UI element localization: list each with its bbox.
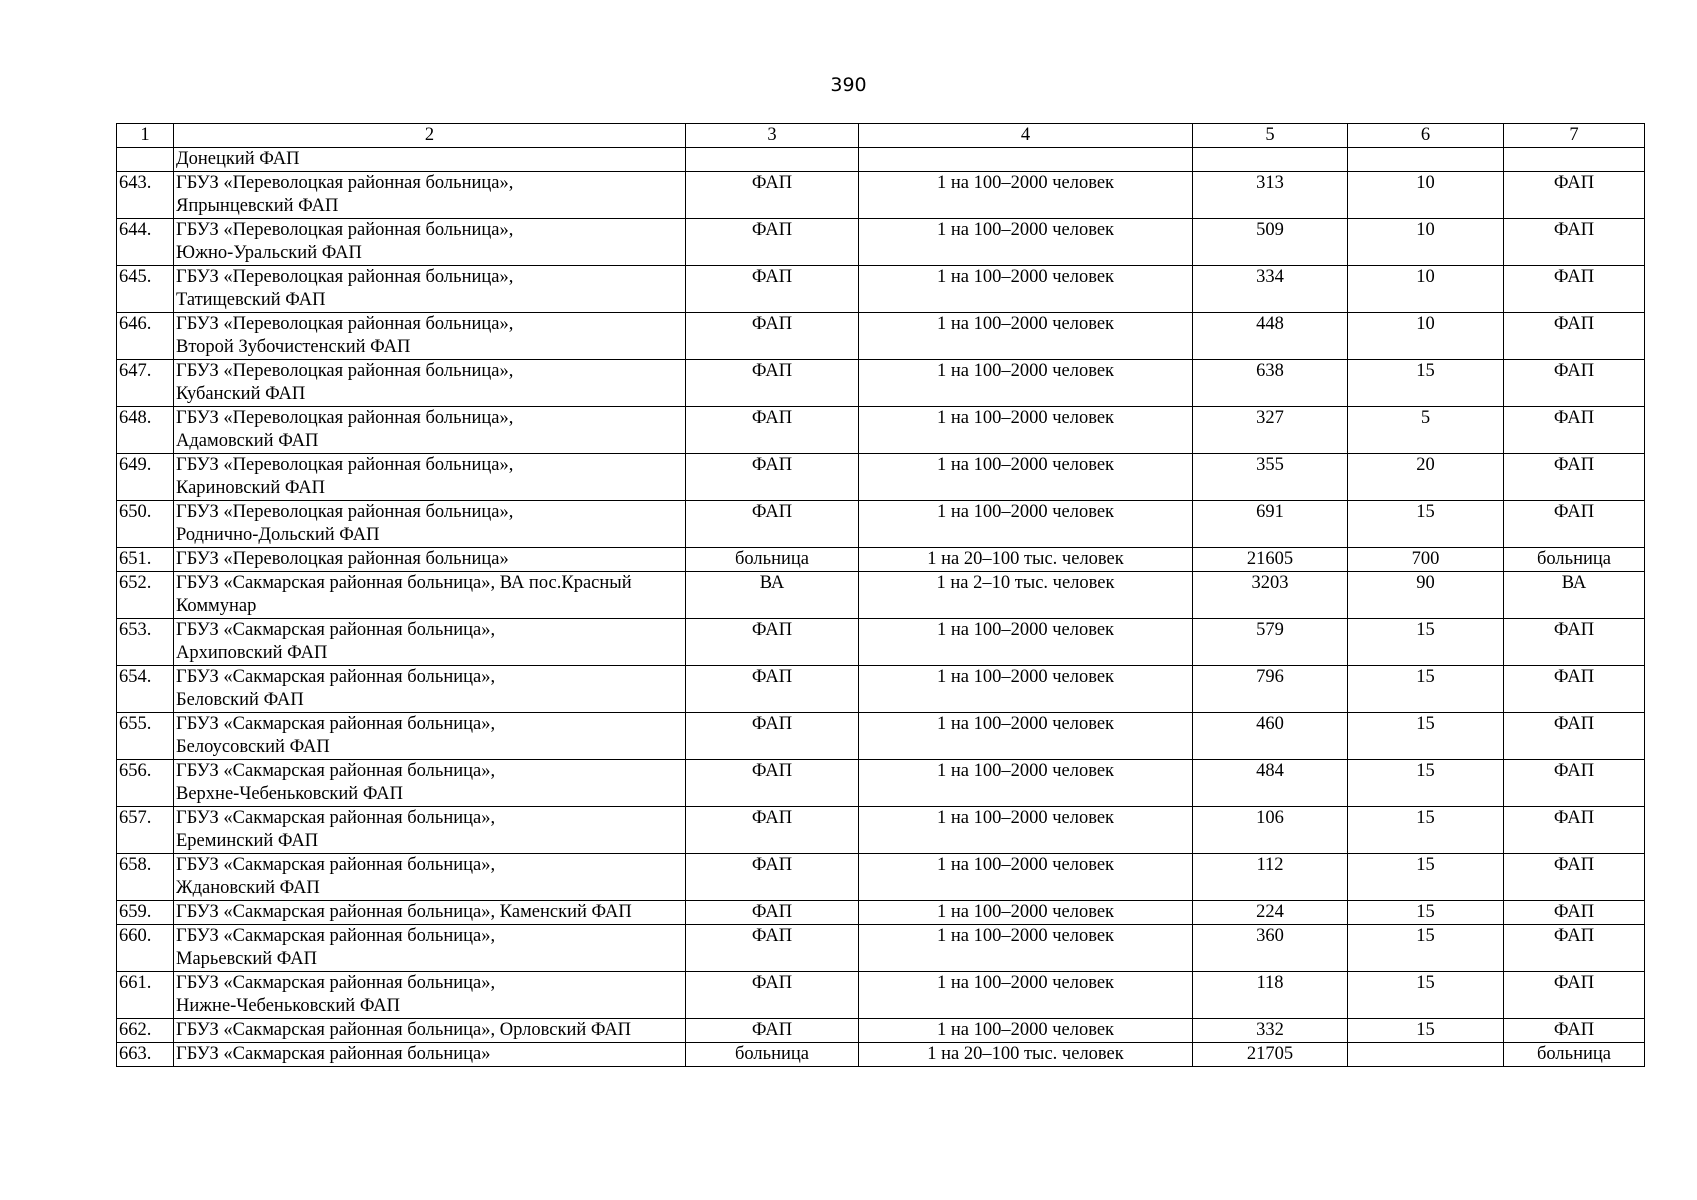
population-cell: 224	[1193, 901, 1348, 925]
population-cell: 327	[1193, 407, 1348, 454]
recommended-type-cell: ФАП	[1504, 901, 1645, 925]
distance-cell: 15	[1348, 666, 1504, 713]
norm-cell: 1 на 100–2000 человек	[859, 360, 1193, 407]
recommended-type-cell: ФАП	[1504, 360, 1645, 407]
facilities-table	[116, 123, 1645, 1067]
norm-cell: 1 на 100–2000 человек	[859, 619, 1193, 666]
recommended-type-cell: ФАП	[1504, 407, 1645, 454]
facility-type-cell: ФАП	[686, 313, 859, 360]
norm-cell: 1 на 100–2000 человек	[859, 172, 1193, 219]
population-cell: 106	[1193, 807, 1348, 854]
distance-cell: 15	[1348, 760, 1504, 807]
table-row	[117, 313, 1645, 360]
table-row	[117, 172, 1645, 219]
row-number-cell: 650.	[117, 501, 174, 548]
row-number-cell: 652.	[117, 572, 174, 619]
row-number-cell: 649.	[117, 454, 174, 501]
recommended-type-cell: ФАП	[1504, 666, 1645, 713]
norm-cell: 1 на 100–2000 человек	[859, 407, 1193, 454]
facility-name-cell: ГБУЗ «Переволоцкая районная больница», Адамовский ФАП	[174, 407, 686, 454]
recommended-type-cell: ВА	[1504, 572, 1645, 619]
row-number-cell: 654.	[117, 666, 174, 713]
facility-name-cell: ГБУЗ «Переволоцкая районная больница», Роднично-Дольский ФАП	[174, 501, 686, 548]
distance-cell: 15	[1348, 713, 1504, 760]
population-cell: 118	[1193, 972, 1348, 1019]
facility-type-cell: ФАП	[686, 266, 859, 313]
population-cell: 332	[1193, 1019, 1348, 1043]
facility-name-cell: ГБУЗ «Переволоцкая районная больница», Второй Зубочистенский ФАП	[174, 313, 686, 360]
facility-name-cell: ГБУЗ «Сакмарская районная больница», Ждановский ФАП	[174, 854, 686, 901]
recommended-type-cell: ФАП	[1504, 313, 1645, 360]
distance-cell: 20	[1348, 454, 1504, 501]
norm-cell: 1 на 100–2000 человек	[859, 972, 1193, 1019]
distance-cell: 15	[1348, 807, 1504, 854]
facility-type-cell: ФАП	[686, 854, 859, 901]
population-cell: 3203	[1193, 572, 1348, 619]
facility-name-cell: ГБУЗ «Сакмарская районная больница», Беловский ФАП	[174, 666, 686, 713]
table-row	[117, 1019, 1645, 1043]
facility-type-cell: ФАП	[686, 619, 859, 666]
facility-type-cell: больница	[686, 1043, 859, 1067]
norm-cell: 1 на 100–2000 человек	[859, 501, 1193, 548]
facility-type-cell: ФАП	[686, 1019, 859, 1043]
distance-cell: 15	[1348, 501, 1504, 548]
facility-type-cell: ФАП	[686, 666, 859, 713]
population-cell: 21605	[1193, 548, 1348, 572]
facility-name-cell: ГБУЗ «Сакмарская районная больница», Архиповский ФАП	[174, 619, 686, 666]
row-number-cell: 659.	[117, 901, 174, 925]
row-number-cell: 645.	[117, 266, 174, 313]
norm-cell: 1 на 100–2000 человек	[859, 925, 1193, 972]
population-cell: 484	[1193, 760, 1348, 807]
header-cell: 6	[1348, 124, 1504, 148]
distance-cell: 15	[1348, 1019, 1504, 1043]
facility-type-cell: ФАП	[686, 925, 859, 972]
distance-cell: 90	[1348, 572, 1504, 619]
distance-cell: 15	[1348, 972, 1504, 1019]
facility-name-cell: ГБУЗ «Сакмарская районная больница»	[174, 1043, 686, 1067]
distance-cell: 10	[1348, 219, 1504, 266]
distance-cell: 15	[1348, 854, 1504, 901]
facility-name-cell: ГБУЗ «Переволоцкая районная больница»	[174, 548, 686, 572]
row-number-cell: 658.	[117, 854, 174, 901]
row-number-cell: 643.	[117, 172, 174, 219]
norm-cell: 1 на 100–2000 человек	[859, 454, 1193, 501]
distance-cell: 15	[1348, 901, 1504, 925]
facility-name-cell: ГБУЗ «Сакмарская районная больница», Марьевский ФАП	[174, 925, 686, 972]
header-cell: 3	[686, 124, 859, 148]
norm-cell: 1 на 20–100 тыс. человек	[859, 1043, 1193, 1067]
norm-cell: 1 на 100–2000 человек	[859, 1019, 1193, 1043]
recommended-type-cell: больница	[1504, 548, 1645, 572]
header-cell: 1	[117, 124, 174, 148]
facility-name-cell: ГБУЗ «Переволоцкая районная больница», Кубанский ФАП	[174, 360, 686, 407]
facility-type-cell: ФАП	[686, 219, 859, 266]
recommended-type-cell: ФАП	[1504, 854, 1645, 901]
table-row	[117, 925, 1645, 972]
population-cell: 448	[1193, 313, 1348, 360]
facility-name-cell: ГБУЗ «Переволоцкая районная больница», Южно-Уральский ФАП	[174, 219, 686, 266]
facility-name-cell: ГБУЗ «Переволоцкая районная больница», Япрынцевский ФАП	[174, 172, 686, 219]
facility-type-cell: ФАП	[686, 972, 859, 1019]
norm-cell: 1 на 100–2000 человек	[859, 666, 1193, 713]
distance-cell: 10	[1348, 172, 1504, 219]
facility-type-cell: ФАП	[686, 713, 859, 760]
table-row	[117, 572, 1645, 619]
population-cell: 360	[1193, 925, 1348, 972]
norm-cell: 1 на 100–2000 человек	[859, 901, 1193, 925]
facility-name-cell: Донецкий ФАП	[174, 148, 686, 172]
table-row	[117, 548, 1645, 572]
facility-name-cell: ГБУЗ «Сакмарская районная больница», Ереминский ФАП	[174, 807, 686, 854]
recommended-type-cell: ФАП	[1504, 219, 1645, 266]
facility-name-cell: ГБУЗ «Сакмарская районная больница», Орловский ФАП	[174, 1019, 686, 1043]
norm-cell: 1 на 100–2000 человек	[859, 313, 1193, 360]
population-cell: 691	[1193, 501, 1348, 548]
distance-cell: 5	[1348, 407, 1504, 454]
table-row	[117, 266, 1645, 313]
population-cell: 638	[1193, 360, 1348, 407]
recommended-type-cell: ФАП	[1504, 807, 1645, 854]
row-number-cell: 661.	[117, 972, 174, 1019]
population-cell: 460	[1193, 713, 1348, 760]
table-row	[117, 760, 1645, 807]
facility-type-cell: больница	[686, 548, 859, 572]
norm-cell: 1 на 100–2000 человек	[859, 219, 1193, 266]
recommended-type-cell: ФАП	[1504, 925, 1645, 972]
recommended-type-cell: ФАП	[1504, 501, 1645, 548]
header-cell: 2	[174, 124, 686, 148]
recommended-type-cell: ФАП	[1504, 172, 1645, 219]
recommended-type-cell: больница	[1504, 1043, 1645, 1067]
facility-name-cell: ГБУЗ «Сакмарская районная больница», ВА пос.Красный Коммунар	[174, 572, 686, 619]
table-row	[117, 501, 1645, 548]
row-number-cell: 646.	[117, 313, 174, 360]
table-row	[117, 666, 1645, 713]
facility-name-cell: ГБУЗ «Сакмарская районная больница», Белоусовский ФАП	[174, 713, 686, 760]
table-row	[117, 713, 1645, 760]
page-number: 390	[830, 74, 867, 96]
table-row	[117, 219, 1645, 266]
population-cell: 796	[1193, 666, 1348, 713]
norm-cell	[859, 148, 1193, 172]
norm-cell: 1 на 20–100 тыс. человек	[859, 548, 1193, 572]
table-row	[117, 148, 1645, 172]
distance-cell: 10	[1348, 266, 1504, 313]
table-row	[117, 854, 1645, 901]
row-number-cell	[117, 148, 174, 172]
recommended-type-cell: ФАП	[1504, 760, 1645, 807]
table-row	[117, 454, 1645, 501]
row-number-cell: 653.	[117, 619, 174, 666]
recommended-type-cell	[1504, 148, 1645, 172]
row-number-cell: 662.	[117, 1019, 174, 1043]
facility-name-cell: ГБУЗ «Переволоцкая районная больница», Татищевский ФАП	[174, 266, 686, 313]
header-cell: 5	[1193, 124, 1348, 148]
facility-type-cell: ФАП	[686, 172, 859, 219]
recommended-type-cell: ФАП	[1504, 1019, 1645, 1043]
distance-cell: 15	[1348, 619, 1504, 666]
population-cell: 509	[1193, 219, 1348, 266]
row-number-cell: 644.	[117, 219, 174, 266]
distance-cell	[1348, 1043, 1504, 1067]
facility-type-cell: ФАП	[686, 760, 859, 807]
table-row	[117, 972, 1645, 1019]
table-row	[117, 807, 1645, 854]
norm-cell: 1 на 100–2000 человек	[859, 760, 1193, 807]
recommended-type-cell: ФАП	[1504, 266, 1645, 313]
norm-cell: 1 на 100–2000 человек	[859, 854, 1193, 901]
population-cell: 112	[1193, 854, 1348, 901]
norm-cell: 1 на 100–2000 человек	[859, 713, 1193, 760]
distance-cell: 10	[1348, 313, 1504, 360]
population-cell	[1193, 148, 1348, 172]
table-row	[117, 1043, 1645, 1067]
distance-cell	[1348, 148, 1504, 172]
row-number-cell: 657.	[117, 807, 174, 854]
row-number-cell: 647.	[117, 360, 174, 407]
facility-type-cell: ФАП	[686, 360, 859, 407]
table-header-row	[117, 124, 1645, 148]
row-number-cell: 660.	[117, 925, 174, 972]
recommended-type-cell: ФАП	[1504, 619, 1645, 666]
row-number-cell: 656.	[117, 760, 174, 807]
distance-cell: 15	[1348, 360, 1504, 407]
distance-cell: 15	[1348, 925, 1504, 972]
population-cell: 579	[1193, 619, 1348, 666]
table-row	[117, 901, 1645, 925]
row-number-cell: 651.	[117, 548, 174, 572]
facility-name-cell: ГБУЗ «Сакмарская районная больница», Каменский ФАП	[174, 901, 686, 925]
table-body	[117, 124, 1645, 1067]
population-cell: 355	[1193, 454, 1348, 501]
recommended-type-cell: ФАП	[1504, 713, 1645, 760]
norm-cell: 1 на 100–2000 человек	[859, 807, 1193, 854]
table-row	[117, 407, 1645, 454]
recommended-type-cell: ФАП	[1504, 454, 1645, 501]
table-row	[117, 360, 1645, 407]
facility-type-cell: ФАП	[686, 501, 859, 548]
facility-type-cell	[686, 148, 859, 172]
table-row	[117, 619, 1645, 666]
population-cell: 21705	[1193, 1043, 1348, 1067]
facility-type-cell: ВА	[686, 572, 859, 619]
facility-type-cell: ФАП	[686, 901, 859, 925]
facility-type-cell: ФАП	[686, 807, 859, 854]
norm-cell: 1 на 2–10 тыс. человек	[859, 572, 1193, 619]
facility-type-cell: ФАП	[686, 454, 859, 501]
facility-name-cell: ГБУЗ «Сакмарская районная больница», Верхне-Чебеньковский ФАП	[174, 760, 686, 807]
population-cell: 313	[1193, 172, 1348, 219]
row-number-cell: 648.	[117, 407, 174, 454]
recommended-type-cell: ФАП	[1504, 972, 1645, 1019]
row-number-cell: 655.	[117, 713, 174, 760]
population-cell: 334	[1193, 266, 1348, 313]
facility-name-cell: ГБУЗ «Переволоцкая районная больница», Кариновский ФАП	[174, 454, 686, 501]
norm-cell: 1 на 100–2000 человек	[859, 266, 1193, 313]
header-cell: 7	[1504, 124, 1645, 148]
facility-type-cell: ФАП	[686, 407, 859, 454]
row-number-cell: 663.	[117, 1043, 174, 1067]
facility-name-cell: ГБУЗ «Сакмарская районная больница», Нижне-Чебеньковский ФАП	[174, 972, 686, 1019]
header-cell: 4	[859, 124, 1193, 148]
distance-cell: 700	[1348, 548, 1504, 572]
